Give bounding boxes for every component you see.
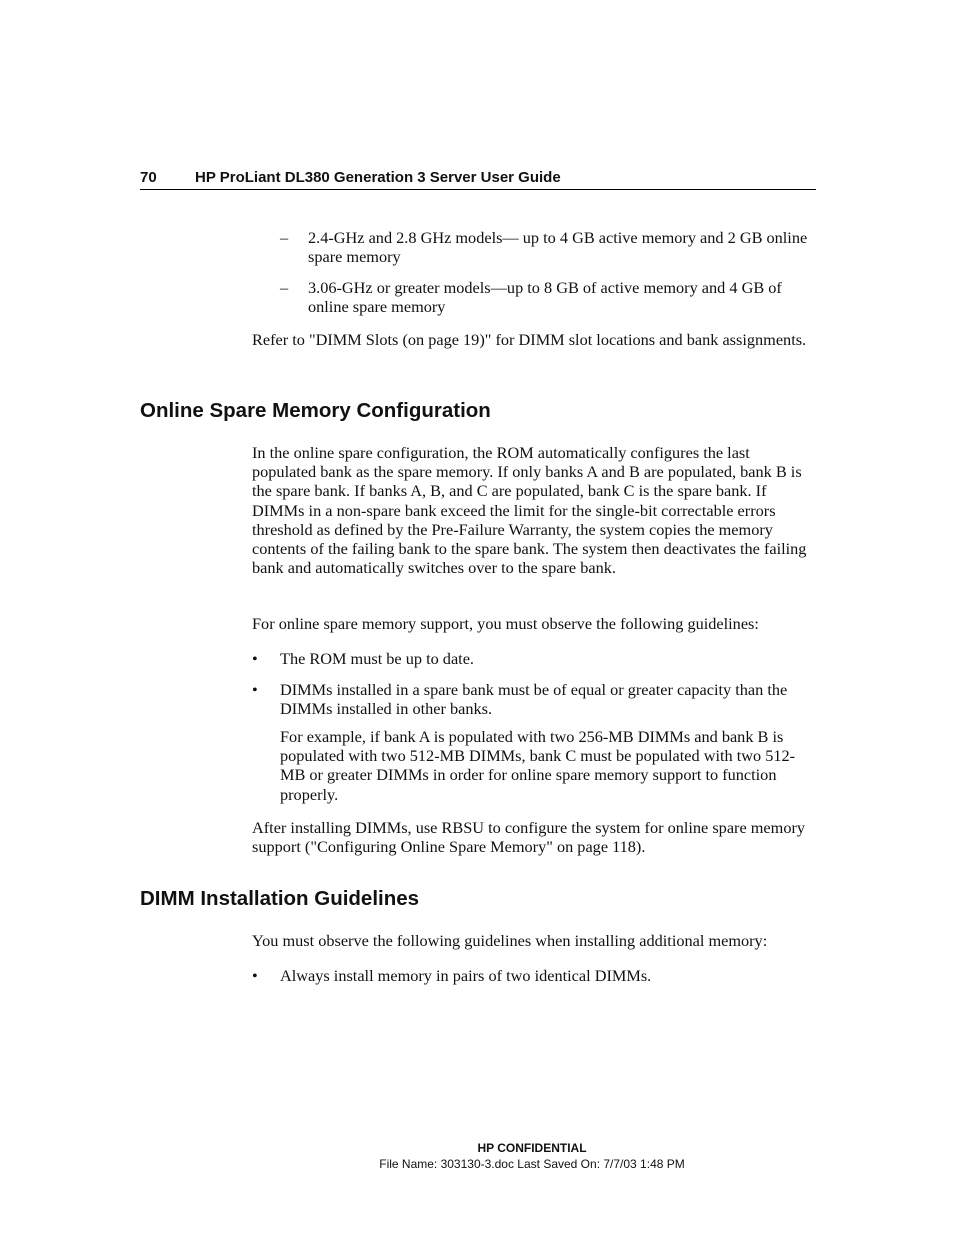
list-item-text: DIMMs installed in a spare bank must be of equal or greater capacity than the DIMMs installed in other banks. xyxy=(280,680,788,719)
dash-marker: – xyxy=(280,228,289,247)
guidelines-intro-paragraph: For online spare memory support, you must observe the following guidelines: xyxy=(252,614,759,633)
list-item-text: Always install memory in pairs of two identical DIMMs. xyxy=(280,966,652,985)
confidential-label: HP CONFIDENTIAL xyxy=(477,1141,587,1155)
list-item-text: 3.06-GHz or greater models—up to 8 GB of active memory and 4 GB of online spare memory xyxy=(308,278,782,317)
dimm-guidelines-paragraph: You must observe the following guidelines when installing additional memory: xyxy=(252,931,768,950)
dash-marker: – xyxy=(280,278,289,297)
header-title: HP ProLiant DL380 Generation 3 Server User Guide xyxy=(195,169,561,186)
list-item-text: 2.4-GHz and 2.8 GHz models— up to 4 GB active memory and 2 GB online spare memory xyxy=(308,228,808,267)
list-item-text: The ROM must be up to date. xyxy=(280,649,474,668)
closing-paragraph: After installing DIMMs, use RBSU to configure the system for online spare memory support ("Configuring Online Spare Memory" on page 118). xyxy=(252,818,806,857)
section-heading-dimm-guidelines: DIMM Installation Guidelines xyxy=(140,887,420,910)
online-spare-paragraph: In the online spare configuration, the ROM automatically configures the last populated bank as the spare memory. If only banks A and B are populated, bank B is the spare bank. If banks A, B, and C are populated, bank C is the spare bank. If DIMMs in a non-spare bank exceed the limit for the single-bit correctable errors threshold as defined by the Pre-Failure Warranty, the system copies the memory contents of the failing bank to the spare bank. The system then deactivates the failing bank and automatically switches over to the spare bank. xyxy=(252,443,807,578)
page-number: 70 xyxy=(140,169,157,186)
page-footer xyxy=(300,1140,764,1172)
example-paragraph: For example, if bank A is populated with two 256-MB DIMMs and bank B is populated with two 512-MB DIMMs, bank C must be populated with two 512-MB or greater DIMMs in order for online spare memory support to function properly. xyxy=(280,727,796,804)
section-heading-online-spare: Online Spare Memory Configuration xyxy=(140,399,491,422)
bullet-marker: • xyxy=(252,649,258,668)
file-info: File Name: 303130-3.doc Last Saved On: 7/7/03 1:48 PM xyxy=(379,1157,685,1171)
bullet-marker: • xyxy=(252,680,258,699)
refer-paragraph: Refer to "DIMM Slots (on page 19)" for DIMM slot locations and bank assignments. xyxy=(252,330,807,349)
page-header xyxy=(140,168,816,190)
bullet-marker: • xyxy=(252,966,258,985)
